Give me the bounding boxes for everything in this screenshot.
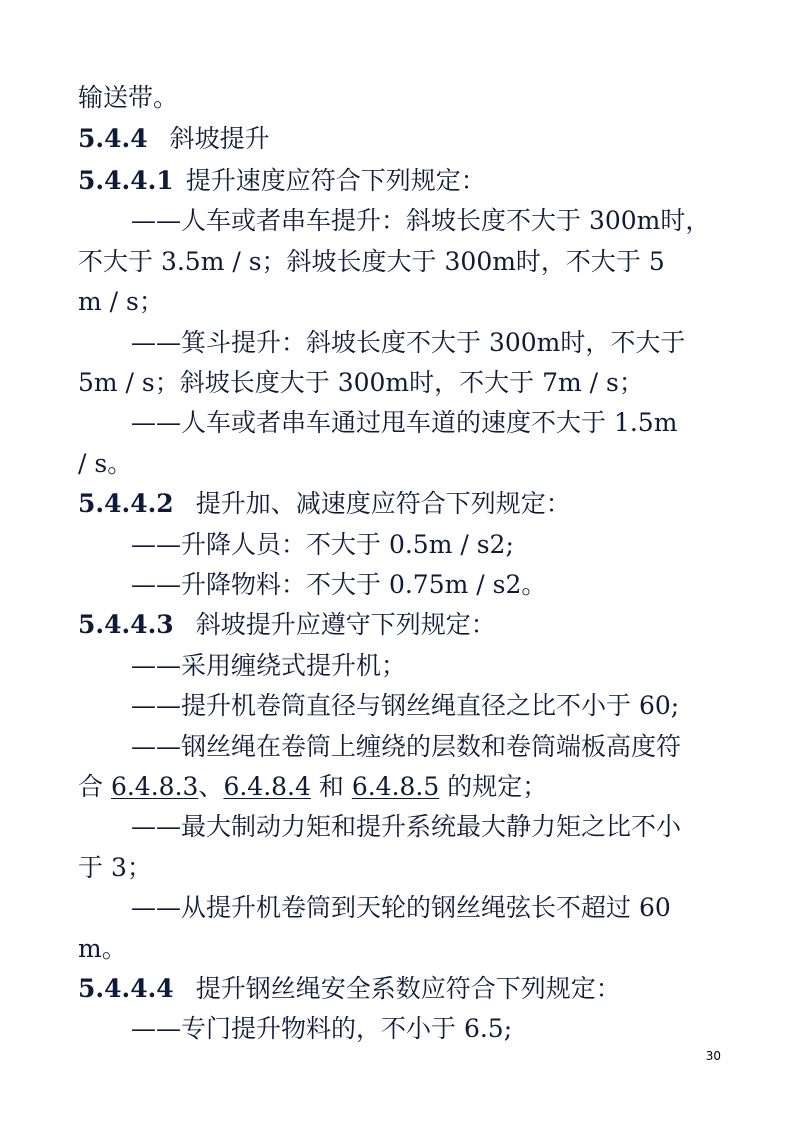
text-line: ——专门提升物料的，不小于 6.5; [131, 1014, 513, 1043]
text-line: ——升降物料：不大于 0.75m / s2。 [131, 570, 547, 599]
text-line: ——人车或者串车通过甩车道的速度不大于 1.5m [131, 408, 678, 437]
section-number: 5.4.4.4 [78, 974, 174, 1003]
text-line: ——钢丝绳在卷筒上缠绕的层数和卷筒端板高度符 [131, 732, 682, 761]
section-number: 5.4.4.2 [78, 489, 174, 518]
text-line: ——箕斗提升：斜坡长度不大于 300m时，不大于 [131, 328, 686, 357]
section-title: 提升钢丝绳安全系数应符合下列规定： [195, 974, 621, 1003]
text-line-with-references [78, 769, 547, 805]
text-fragment: 和 [310, 772, 352, 801]
text-line: ——采用缠绕式提升机； [131, 651, 407, 680]
section-heading-5-4-4-1 [78, 163, 486, 199]
section-number: 5.4.4 [78, 124, 148, 153]
clause-reference-link[interactable]: 6.4.8.3 [110, 772, 199, 801]
section-number: 5.4.4.1 [78, 166, 174, 195]
text-fragment: 、 [198, 772, 224, 801]
text-line: m / s； [78, 287, 164, 316]
text-line: / s。 [78, 449, 133, 478]
text-fragment: 合 [78, 772, 111, 801]
clause-reference-link[interactable]: 6.4.8.5 [351, 772, 440, 801]
text-line: 输送带。 [78, 83, 179, 112]
text-line: 不大于 3.5m / s；斜坡长度大于 300m时，不大于 5 [78, 247, 665, 276]
page-number: 30 [705, 1049, 721, 1063]
text-line: ——升降人员：不大于 0.5m / s2; [131, 530, 514, 559]
text-line: 于 3； [78, 853, 152, 882]
section-heading-5-4-4 [78, 121, 270, 157]
clause-reference-link[interactable]: 6.4.8.4 [223, 772, 311, 801]
section-heading-5-4-4-3 [78, 607, 496, 643]
text-fragment: 的规定； [439, 772, 548, 801]
section-heading-5-4-4-4 [78, 971, 621, 1007]
section-title: 斜坡提升应遵守下列规定： [195, 610, 496, 639]
section-number: 5.4.4.3 [78, 610, 174, 639]
section-title: 斜坡提升 [169, 124, 270, 153]
text-line: m。 [78, 934, 127, 963]
text-line: ——最大制动力矩和提升系统最大静力矩之比不小 [131, 812, 682, 841]
text-line: ——提升机卷筒直径与钢丝绳直径之比不小于 60; [131, 691, 680, 720]
section-title: 提升速度应符合下列规定： [185, 166, 486, 195]
section-title: 提升加、减速度应符合下列规定： [195, 489, 571, 518]
section-heading-5-4-4-2 [78, 486, 571, 522]
text-line: ——从提升机卷筒到天轮的钢丝绳弦长不超过 60 [131, 893, 671, 922]
text-line: ——人车或者串车提升：斜坡长度不大于 300m时， [131, 206, 711, 235]
text-line: 5m / s；斜坡长度大于 300m时，不大于 7m / s； [78, 368, 644, 397]
